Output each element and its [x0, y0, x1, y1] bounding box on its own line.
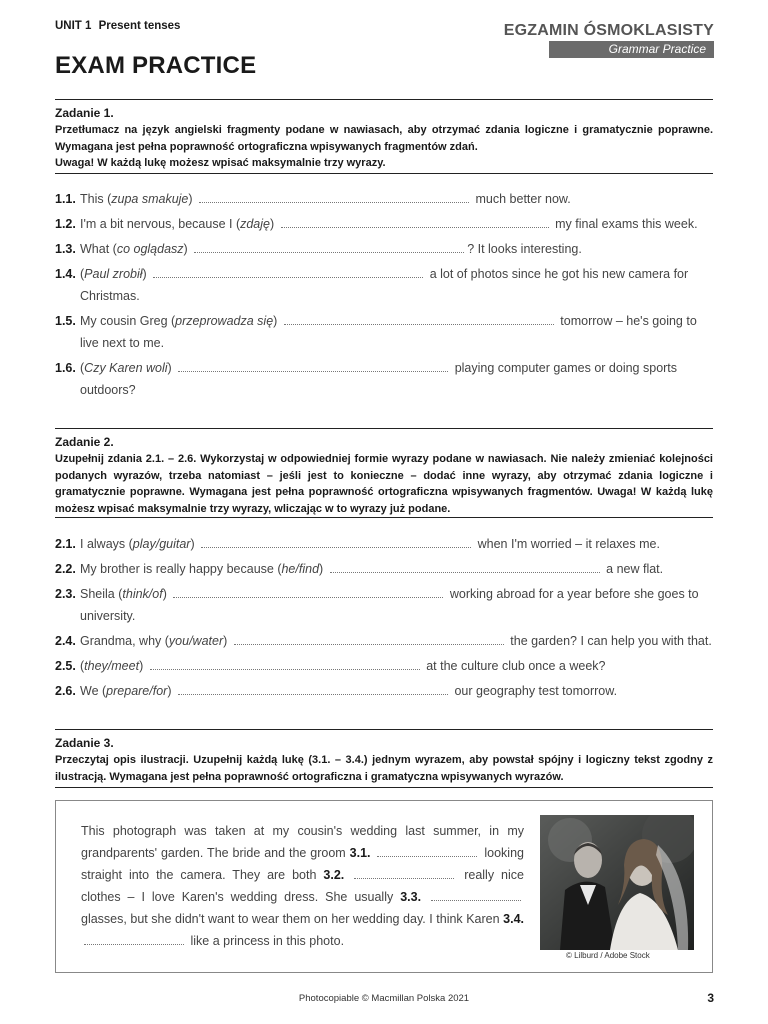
- answer-blank[interactable]: [150, 657, 420, 670]
- task1-instruction: [55, 122, 713, 172]
- item-text: when I'm worried – it relaxes me.: [477, 537, 660, 551]
- item-cue: play/guitar: [132, 537, 191, 551]
- brand-title: EGZAMIN ÓSMOKLASISTY: [503, 22, 714, 39]
- item-cue: zupa smakuje: [111, 192, 189, 206]
- page-number: 3: [707, 991, 714, 1005]
- item-cue: he/find: [281, 562, 320, 576]
- item-number: 1.4.: [55, 267, 76, 281]
- item-text: playing computer games or doing sports outdoors?: [80, 361, 678, 397]
- gap-number: 3.4.: [503, 912, 524, 926]
- task1-note: W każdą lukę możesz wpisać maksymalnie trzy wyrazy.: [97, 157, 386, 169]
- task2-instruction: [55, 451, 713, 517]
- item-text: ): [319, 562, 324, 576]
- task1-instruction-text: Przetłumacz na język angielski fragmenty podane w nawiasach, aby otrzymać zdania logiczne i gramatycznie poprawne. Wymagana jest pełna poprawność ortograficzna wpisywanych fragmentów zdań.: [55, 124, 713, 153]
- item-number: 1.6.: [55, 361, 76, 375]
- task3-title: Zadanie 3.: [55, 736, 114, 750]
- item-text: Grandma, why (: [80, 634, 169, 648]
- answer-blank[interactable]: [284, 312, 554, 325]
- item-cue: prepare/for: [106, 684, 168, 698]
- text-fragment: like a princess in this photo.: [190, 934, 345, 948]
- item-text: ): [270, 217, 275, 231]
- divider: [55, 729, 713, 730]
- task1-items: [55, 188, 713, 404]
- item-text: Sheila (: [80, 587, 123, 601]
- task1-note-label: Uwaga!: [55, 157, 95, 169]
- exercise-item: [55, 680, 713, 702]
- item-text: much better now.: [475, 192, 571, 206]
- item-text: This (: [80, 192, 112, 206]
- item-text: I'm a bit nervous, because I (: [80, 217, 241, 231]
- gap-number: 3.2.: [323, 868, 345, 882]
- answer-blank[interactable]: [377, 844, 477, 857]
- item-text: the garden? I can help you with that.: [510, 634, 712, 648]
- brand-subtitle: Grammar Practice: [549, 41, 714, 58]
- item-cue: przeprowadza się: [175, 314, 274, 328]
- item-text: working abroad for a year before she goes to university.: [80, 587, 699, 623]
- exercise-item: [55, 630, 713, 652]
- item-number: 1.3.: [55, 242, 76, 256]
- unit-label: [55, 20, 180, 32]
- item-number: 2.2.: [55, 562, 76, 576]
- exercise-item: [55, 263, 713, 307]
- item-number: 1.5.: [55, 314, 76, 328]
- divider: [55, 99, 713, 100]
- unit-topic: Present tenses: [98, 20, 181, 32]
- gap-number: 3.1.: [349, 846, 371, 860]
- item-text: our geography test tomorrow.: [454, 684, 618, 698]
- item-text: tomorrow – he's going to live next to me.: [80, 314, 697, 350]
- answer-blank[interactable]: [173, 585, 443, 598]
- exercise-item: [55, 655, 713, 677]
- item-number: 2.4.: [55, 634, 76, 648]
- divider: [55, 428, 713, 429]
- item-text: ): [167, 684, 172, 698]
- item-cue: Czy Karen woli: [84, 361, 168, 375]
- item-text: ): [183, 242, 188, 256]
- item-text: (: [80, 659, 85, 673]
- divider: [55, 173, 713, 174]
- picture-description-box: [55, 800, 713, 973]
- task2-title: Zadanie 2.: [55, 435, 114, 449]
- item-number: 1.1.: [55, 192, 76, 206]
- exercise-item: [55, 583, 713, 627]
- task1-header: [55, 104, 713, 172]
- item-number: 2.1.: [55, 537, 76, 551]
- item-text: a new flat.: [606, 562, 664, 576]
- item-number: 1.2.: [55, 217, 76, 231]
- text-fragment: really nice clothes – I love Karen's wedding dress. She usually: [81, 868, 524, 904]
- answer-blank[interactable]: [199, 190, 469, 203]
- item-text: My brother is really happy because (: [80, 562, 282, 576]
- item-text: a lot of photos since he got his new camera for Christmas.: [80, 267, 689, 303]
- task3-header: [55, 734, 713, 785]
- item-number: 2.5.: [55, 659, 76, 673]
- page-title: EXAM PRACTICE: [55, 52, 257, 79]
- exercise-item: [55, 238, 713, 260]
- divider: [55, 787, 713, 788]
- item-cue: think/of: [122, 587, 163, 601]
- item-number: 2.6.: [55, 684, 76, 698]
- exercise-item: [55, 558, 713, 580]
- answer-blank[interactable]: [194, 240, 464, 253]
- item-text: What (: [80, 242, 117, 256]
- item-text: ): [273, 314, 278, 328]
- item-cue: Paul zrobił: [84, 267, 143, 281]
- item-text: I always (: [80, 537, 133, 551]
- brand-logo: [504, 22, 714, 58]
- item-cue: you/water: [168, 634, 224, 648]
- item-text: We (: [80, 684, 107, 698]
- item-text: (: [80, 267, 85, 281]
- answer-blank[interactable]: [330, 560, 600, 573]
- item-text: ): [139, 659, 144, 673]
- answer-blank[interactable]: [153, 265, 423, 278]
- task2-header: [55, 433, 713, 517]
- wedding-photo: [540, 815, 694, 950]
- exercise-item: [55, 533, 713, 555]
- task1-title: Zadanie 1.: [55, 106, 114, 120]
- answer-blank[interactable]: [281, 215, 549, 228]
- exercise-item: [55, 357, 713, 401]
- item-text: ): [167, 361, 172, 375]
- answer-blank[interactable]: [234, 632, 504, 645]
- unit-number: UNIT 1: [55, 20, 92, 32]
- task2-instruction-text: Uzupełnij zdania 2.1. – 2.6. Wykorzystaj w odpowiedniej formie wyrazy podane w nawiasach. Nie należy zmieniać kolejności podanych wyrazów, trzeba natomiast – jeśli jest to konieczne – dodać inne wyrazy, aby otrzymać zdania logiczne i gramatycznie poprawne. Wymagana jest pełna poprawność ortograficzna wpisywanych fragmentów.: [55, 453, 713, 498]
- item-cue: co oglądasz: [116, 242, 184, 256]
- item-text: ): [162, 587, 167, 601]
- task2-note: W każdą lukę możesz wpisać maksymalnie trzy wyrazy, wliczając w to wyrazy już podane.: [55, 486, 713, 515]
- answer-blank[interactable]: [178, 682, 448, 695]
- item-text: ? It looks interesting.: [467, 242, 582, 256]
- answer-blank[interactable]: [431, 888, 521, 901]
- item-cue: zdaję: [240, 217, 270, 231]
- exercise-item: [55, 310, 713, 354]
- item-text: at the culture club once a week?: [426, 659, 606, 673]
- task3-instruction: Przeczytaj opis ilustracji. Uzupełnij każdą lukę (3.1. – 3.4.) jednym wyrazem, aby powstał spójny i logiczny tekst zgodny z ilustracją. Wymagana jest pełna poprawność ortograficzna i gramatyczna wpisywanych wyrazów.: [55, 754, 713, 783]
- text-fragment: This photograph was taken at my cousin's wedding last summer, in my grandparents' garden. The bride and the groom: [81, 824, 524, 860]
- answer-blank[interactable]: [354, 866, 454, 879]
- text-fragment: looking straight into the camera. They are both: [81, 846, 524, 882]
- item-text: (: [80, 361, 85, 375]
- photo-credit: © Lilburd / Adobe Stock: [566, 951, 650, 960]
- item-text: ): [223, 634, 228, 648]
- answer-blank[interactable]: [178, 359, 448, 372]
- divider: [55, 517, 713, 518]
- answer-blank[interactable]: [84, 932, 184, 945]
- item-text: My cousin Greg (: [80, 314, 176, 328]
- gap-number: 3.3.: [400, 890, 422, 904]
- footer-copyright: Photocopiable © Macmillan Polska 2021: [298, 993, 470, 1004]
- item-cue: they/meet: [84, 659, 140, 673]
- answer-blank[interactable]: [201, 535, 471, 548]
- item-text: my final exams this week.: [555, 217, 698, 231]
- item-text: ): [188, 192, 193, 206]
- picture-description-text: [81, 820, 524, 952]
- item-text: ): [190, 537, 195, 551]
- text-fragment: glasses, but she didn't want to wear them on her wedding day. I think Karen: [81, 912, 500, 926]
- exercise-item: [55, 213, 713, 235]
- item-text: ): [142, 267, 147, 281]
- task2-items: [55, 533, 713, 705]
- task2-note-label: Uwaga!: [597, 486, 637, 498]
- exercise-item: [55, 188, 713, 210]
- item-number: 2.3.: [55, 587, 76, 601]
